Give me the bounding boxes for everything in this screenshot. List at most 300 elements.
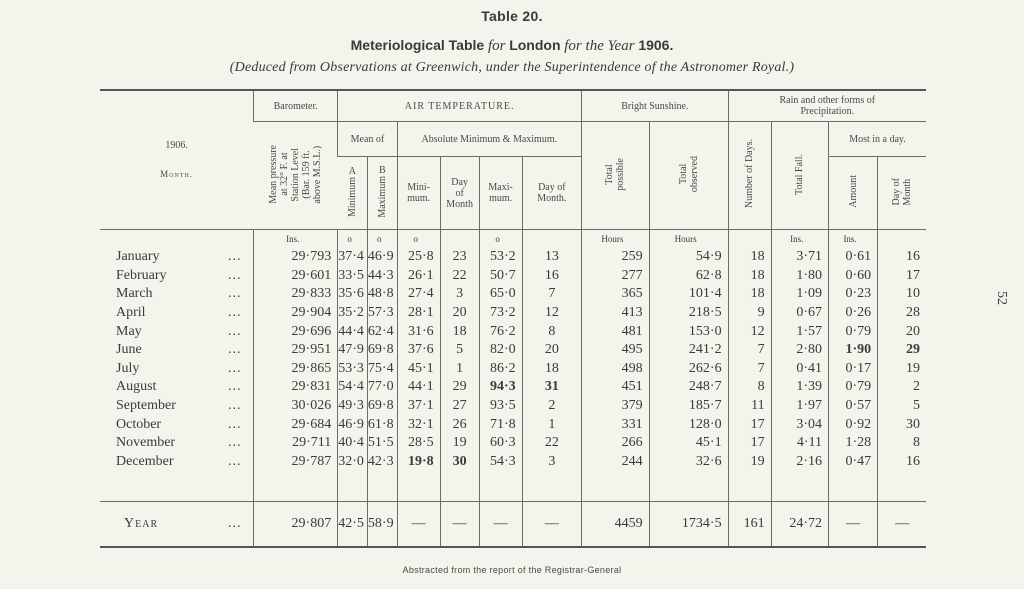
abs-max-header: [479, 157, 522, 230]
units-cell: Ins.: [771, 230, 828, 249]
pressure-cell: 29·831: [254, 378, 338, 397]
mean-pressure-line: Mean pressure: [267, 144, 279, 204]
min-cell: 33·5: [338, 267, 368, 286]
observed-cell: 241·2: [649, 341, 728, 360]
table-title: Table 20.: [481, 8, 543, 24]
fall-cell: 1·09: [771, 285, 828, 304]
min-cell: 47·9: [338, 341, 368, 360]
absmin_day-cell: 22: [440, 267, 479, 286]
mean-min-text: Minimum: [346, 176, 358, 217]
pressure-cell: 29·904: [254, 304, 338, 323]
leader-dots: ...: [228, 453, 242, 469]
possible-cell: 481: [582, 322, 650, 341]
mean-of-header: Mean of: [338, 122, 397, 157]
fall-cell: 1·97: [771, 397, 828, 416]
pressure-cell: 29·711: [254, 434, 338, 453]
mean-pressure-line: at 32° F. at: [278, 152, 290, 196]
header-line: of: [455, 187, 464, 199]
table-row: [100, 360, 926, 379]
month-cell: [100, 267, 254, 286]
day-cell: 10: [878, 285, 926, 304]
abs-minmax-header: Absolute Minimum & Maximum.: [397, 122, 581, 157]
absmin_day-cell: 20: [440, 304, 479, 323]
fall-cell: 1·57: [771, 322, 828, 341]
absmax-cell: 76·2: [479, 322, 522, 341]
amount-cell: 0·23: [828, 285, 877, 304]
leader-dots: ...: [228, 435, 242, 451]
units-cell: [100, 230, 254, 249]
col-a-label: A: [348, 165, 356, 177]
month-name: June: [116, 342, 142, 358]
mean-max-header: [367, 157, 397, 230]
month-cell: [100, 248, 254, 267]
header-line: Month: [902, 178, 914, 205]
absmax_day-cell: 12: [522, 304, 581, 323]
num-days-text: Number of Days.: [744, 139, 756, 209]
table-row: [100, 378, 926, 397]
mean-pressure-line: above M.S.L.): [311, 145, 323, 203]
amount-cell: 0·92: [828, 415, 877, 434]
footer-note: Abstracted from the report of the Registrar-General: [402, 565, 622, 575]
fall-cell: 2·16: [771, 453, 828, 472]
amount-cell: 0·60: [828, 267, 877, 286]
absmin_day-cell: 1: [440, 360, 479, 379]
mean-min-header: [338, 157, 368, 230]
page-number: 52: [994, 291, 1009, 305]
empty-cell: [367, 471, 397, 502]
amount-cell: 0·26: [828, 304, 877, 323]
total-possible-header: [582, 122, 650, 230]
fall-cell: 4·11: [771, 434, 828, 453]
observed-cell: 128·0: [649, 415, 728, 434]
rain-header-line: Precipitation.: [800, 106, 855, 117]
min-cell: 44·4: [338, 322, 368, 341]
days-cell: 8: [728, 378, 771, 397]
absmax-cell: 86·2: [479, 360, 522, 379]
absmin-cell: 28·5: [397, 434, 440, 453]
fall-cell: 0·41: [771, 360, 828, 379]
day-cell: 19: [878, 360, 926, 379]
spacer-row: [100, 471, 926, 502]
absmax-cell: 93·5: [479, 397, 522, 416]
days-cell: 18: [728, 285, 771, 304]
month-cell: [100, 434, 254, 453]
header-line: mum.: [489, 193, 513, 204]
mean-pressure-line: (Bar. 159 ft.: [300, 149, 312, 199]
header-line: Day: [451, 176, 468, 188]
amount-cell: 1·28: [828, 434, 877, 453]
abs-max-day-header: [522, 157, 581, 230]
month-name: September: [116, 398, 176, 414]
meteorological-table: [100, 89, 926, 548]
year-label-cell: [100, 502, 254, 548]
absmax_day-cell: 2: [522, 397, 581, 416]
observed-cell: 54·9: [649, 248, 728, 267]
year-label: 1906.: [165, 140, 188, 151]
units-cell: [728, 230, 771, 249]
min-cell: 37·4: [338, 248, 368, 267]
year-amount-cell: —: [828, 502, 877, 548]
days-cell: 7: [728, 341, 771, 360]
pressure-cell: 29·951: [254, 341, 338, 360]
days-cell: 17: [728, 415, 771, 434]
month-name: May: [116, 323, 142, 339]
table-row: [100, 285, 926, 304]
max-cell: 62·4: [367, 322, 397, 341]
sunshine-header: Bright Sunshine.: [582, 90, 729, 122]
month-name: April: [116, 305, 146, 321]
day-cell: 30: [878, 415, 926, 434]
max-cell: 69·8: [367, 341, 397, 360]
units-cell: [440, 230, 479, 249]
year-absmax-cell: —: [479, 502, 522, 548]
possible-cell: 498: [582, 360, 650, 379]
table-row: [100, 341, 926, 360]
absmax_day-cell: 20: [522, 341, 581, 360]
leader-dots: ...: [228, 342, 242, 358]
day-cell: 20: [878, 322, 926, 341]
month-name: March: [116, 286, 153, 302]
days-cell: 7: [728, 360, 771, 379]
absmin-cell: 28·1: [397, 304, 440, 323]
month-name: January: [116, 249, 160, 265]
pressure-cell: 29·696: [254, 322, 338, 341]
empty-cell: [649, 471, 728, 502]
month-header: [100, 90, 254, 230]
units-cell: [878, 230, 926, 249]
amount-cell: 0·61: [828, 248, 877, 267]
month-name: February: [116, 267, 167, 283]
table-row: [100, 304, 926, 323]
days-cell: 9: [728, 304, 771, 323]
table-row: [100, 434, 926, 453]
absmin_day-cell: 19: [440, 434, 479, 453]
fall-cell: 1·39: [771, 378, 828, 397]
month-name: August: [116, 379, 157, 395]
month-label: Month.: [160, 169, 194, 179]
absmax-cell: 94·3: [479, 378, 522, 397]
table-body: [100, 248, 926, 547]
absmax_day-cell: 8: [522, 322, 581, 341]
units-cell: Ins.: [828, 230, 877, 249]
pressure-cell: 29·601: [254, 267, 338, 286]
empty-cell: [254, 471, 338, 502]
header-line: Maxi-: [488, 182, 513, 193]
units-cell: Hours: [582, 230, 650, 249]
rain-header: [728, 90, 926, 122]
amount-cell: 0·47: [828, 453, 877, 472]
total-fall-text: Total Fall.: [794, 153, 806, 195]
year-max-cell: 58·9: [367, 502, 397, 548]
units-cell: o: [397, 230, 440, 249]
header-line: Month: [446, 198, 473, 210]
absmax_day-cell: 22: [522, 434, 581, 453]
max-cell: 75·4: [367, 360, 397, 379]
amount-cell: 0·79: [828, 378, 877, 397]
min-cell: 49·3: [338, 397, 368, 416]
amount-cell: 0·57: [828, 397, 877, 416]
year-possible-cell: 4459: [582, 502, 650, 548]
mean-pressure-line: Station Level: [289, 147, 301, 201]
absmin-cell: 26·1: [397, 267, 440, 286]
table-row: [100, 397, 926, 416]
absmax_day-cell: 18: [522, 360, 581, 379]
absmax-cell: 73·2: [479, 304, 522, 323]
absmin_day-cell: 26: [440, 415, 479, 434]
absmin_day-cell: 23: [440, 248, 479, 267]
mean-max-text: Maximum: [376, 176, 388, 218]
min-cell: 40·4: [338, 434, 368, 453]
year-fall-cell: 24·72: [771, 502, 828, 548]
absmin_day-cell: 18: [440, 322, 479, 341]
year-pressure-cell: 29·807: [254, 502, 338, 548]
absmin_day-cell: 3: [440, 285, 479, 304]
absmin-cell: 45·1: [397, 360, 440, 379]
pressure-cell: 29·865: [254, 360, 338, 379]
total-observed-text: [678, 156, 700, 192]
subtitle-part: Meteriological Table: [350, 37, 485, 53]
mean-pressure-header: [254, 122, 338, 230]
abs-min-day-header: [440, 157, 479, 230]
most-in-day-header: Most in a day.: [828, 122, 926, 157]
table-row: [100, 453, 926, 472]
header-line: Day of: [538, 182, 566, 193]
absmax_day-cell: 16: [522, 267, 581, 286]
day-cell: 16: [878, 248, 926, 267]
min-cell: 32·0: [338, 453, 368, 472]
rain-header-line: Rain and other forms of: [779, 95, 876, 106]
absmax_day-cell: 13: [522, 248, 581, 267]
max-cell: 51·5: [367, 434, 397, 453]
fall-cell: 0·67: [771, 304, 828, 323]
possible-cell: 331: [582, 415, 650, 434]
amount-cell: 1·90: [828, 341, 877, 360]
absmax-cell: 71·8: [479, 415, 522, 434]
abs-min-header: [397, 157, 440, 230]
fall-cell: 1·80: [771, 267, 828, 286]
empty-cell: [728, 471, 771, 502]
num-days-header: [728, 122, 771, 230]
air-temperature-header: AIR TEMPERATURE.: [338, 90, 582, 122]
month-cell: [100, 285, 254, 304]
absmin-cell: 32·1: [397, 415, 440, 434]
observed-cell: 153·0: [649, 322, 728, 341]
absmax-cell: 53·2: [479, 248, 522, 267]
absmax-cell: 50·7: [479, 267, 522, 286]
month-name: October: [116, 416, 162, 432]
header-line: Month.: [537, 193, 567, 204]
empty-cell: [582, 471, 650, 502]
max-cell: 42·3: [367, 453, 397, 472]
absmin-cell: 44·1: [397, 378, 440, 397]
empty-cell: [397, 471, 440, 502]
year-days-cell: 161: [728, 502, 771, 548]
units-cell: o: [367, 230, 397, 249]
fall-cell: 2·80: [771, 341, 828, 360]
fall-cell: 3·71: [771, 248, 828, 267]
absmin-cell: 27·4: [397, 285, 440, 304]
possible-cell: 495: [582, 341, 650, 360]
month-name: July: [116, 360, 140, 376]
leader-dots: ...: [228, 249, 242, 265]
absmin-cell: 37·6: [397, 341, 440, 360]
empty-cell: [440, 471, 479, 502]
month-cell: [100, 341, 254, 360]
empty-cell: [100, 471, 254, 502]
absmin_day-cell: 30: [440, 453, 479, 472]
pressure-cell: 30·026: [254, 397, 338, 416]
units-cell: Ins.: [254, 230, 338, 249]
possible-cell: 277: [582, 267, 650, 286]
max-cell: 69·8: [367, 397, 397, 416]
day-cell: 29: [878, 341, 926, 360]
month-cell: [100, 453, 254, 472]
mean-pressure-text: [268, 145, 323, 204]
subtitle-part: for: [487, 38, 506, 54]
days-cell: 18: [728, 267, 771, 286]
month-cell: [100, 397, 254, 416]
possible-cell: 413: [582, 304, 650, 323]
absmin_day-cell: 27: [440, 397, 479, 416]
table-row: [100, 267, 926, 286]
month-name: November: [116, 435, 176, 451]
year-total-row: [100, 502, 926, 548]
absmin-cell: 37·1: [397, 397, 440, 416]
possible-cell: 451: [582, 378, 650, 397]
min-cell: 54·4: [338, 378, 368, 397]
absmax_day-cell: 7: [522, 285, 581, 304]
fall-cell: 3·04: [771, 415, 828, 434]
min-cell: 35·2: [338, 304, 368, 323]
max-cell: 77·0: [367, 378, 397, 397]
total-fall-header: [771, 122, 828, 230]
year-label: Year: [124, 516, 159, 532]
month-cell: [100, 304, 254, 323]
month-cell: [100, 322, 254, 341]
days-cell: 17: [728, 434, 771, 453]
absmax_day-cell: 3: [522, 453, 581, 472]
leader-dots: ...: [228, 516, 242, 532]
absmax-cell: 82·0: [479, 341, 522, 360]
barometer-header: Barometer.: [254, 90, 338, 122]
possible-cell: 379: [582, 397, 650, 416]
observed-cell: 101·4: [649, 285, 728, 304]
leader-dots: ...: [228, 323, 242, 339]
header-line: Day of: [891, 177, 903, 206]
year-min-cell: 42·5: [338, 502, 368, 548]
absmin-cell: 19·8: [397, 453, 440, 472]
col-b-label: B: [378, 165, 386, 177]
table-row: [100, 248, 926, 267]
header-line: Total: [677, 163, 689, 185]
min-cell: 35·6: [338, 285, 368, 304]
empty-cell: [828, 471, 877, 502]
month-cell: [100, 415, 254, 434]
absmin-cell: 25·8: [397, 248, 440, 267]
observed-cell: 185·7: [649, 397, 728, 416]
min-cell: 53·3: [338, 360, 368, 379]
absmax-cell: 60·3: [479, 434, 522, 453]
min-cell: 46·9: [338, 415, 368, 434]
max-cell: 48·8: [367, 285, 397, 304]
days-cell: 12: [728, 322, 771, 341]
empty-cell: [771, 471, 828, 502]
total-possible-text: [604, 158, 626, 191]
days-cell: 11: [728, 397, 771, 416]
amount-text: Amount: [847, 175, 859, 208]
units-cell: [522, 230, 581, 249]
leader-dots: ...: [228, 398, 242, 414]
month-name: December: [116, 453, 174, 469]
leader-dots: ...: [228, 379, 242, 395]
observed-cell: 248·7: [649, 378, 728, 397]
observed-cell: 45·1: [649, 434, 728, 453]
observed-cell: 262·6: [649, 360, 728, 379]
subtitle-part: London: [509, 37, 561, 53]
pressure-cell: 29·793: [254, 248, 338, 267]
max-cell: 46·9: [367, 248, 397, 267]
possible-cell: 259: [582, 248, 650, 267]
units-cell: o: [338, 230, 368, 249]
days-cell: 18: [728, 248, 771, 267]
year-observed-cell: 1734·5: [649, 502, 728, 548]
absmin_day-cell: 5: [440, 341, 479, 360]
header-line: Mini-: [407, 182, 431, 193]
header-line: possible: [615, 157, 627, 191]
pressure-cell: 29·684: [254, 415, 338, 434]
table-row: [100, 415, 926, 434]
amount-cell: 0·79: [828, 322, 877, 341]
year-absmin_day-cell: —: [440, 502, 479, 548]
year-absmax_day-cell: —: [522, 502, 581, 548]
leader-dots: ...: [228, 360, 242, 376]
month-cell: [100, 360, 254, 379]
days-cell: 19: [728, 453, 771, 472]
total-observed-header: [649, 122, 728, 230]
header-line: mum.: [407, 193, 431, 204]
max-cell: 57·3: [367, 304, 397, 323]
absmax_day-cell: 1: [522, 415, 581, 434]
leader-dots: ...: [228, 416, 242, 432]
observed-cell: 218·5: [649, 304, 728, 323]
day-cell: 8: [878, 434, 926, 453]
leader-dots: ...: [228, 305, 242, 321]
day-of-month-header: [878, 157, 926, 230]
leader-dots: ...: [228, 286, 242, 302]
amount-header: [828, 157, 877, 230]
month-cell: [100, 378, 254, 397]
empty-cell: [878, 471, 926, 502]
units-cell: Hours: [649, 230, 728, 249]
possible-cell: 266: [582, 434, 650, 453]
possible-cell: 365: [582, 285, 650, 304]
day-cell: 28: [878, 304, 926, 323]
deduction-note: (Deduced from Observations at Greenwich, under the Superintendence of the Astronomer Royal.): [229, 60, 795, 75]
day-cell: 2: [878, 378, 926, 397]
units-cell: o: [479, 230, 522, 249]
observed-cell: 62·8: [649, 267, 728, 286]
pressure-cell: 29·787: [254, 453, 338, 472]
day-cell: 5: [878, 397, 926, 416]
amount-cell: 0·17: [828, 360, 877, 379]
absmin-cell: 31·6: [397, 322, 440, 341]
year-absmin-cell: —: [397, 502, 440, 548]
absmax-cell: 54·3: [479, 453, 522, 472]
max-cell: 61·8: [367, 415, 397, 434]
table-subtitle: [0, 37, 1024, 55]
table-row: [100, 322, 926, 341]
empty-cell: [522, 471, 581, 502]
